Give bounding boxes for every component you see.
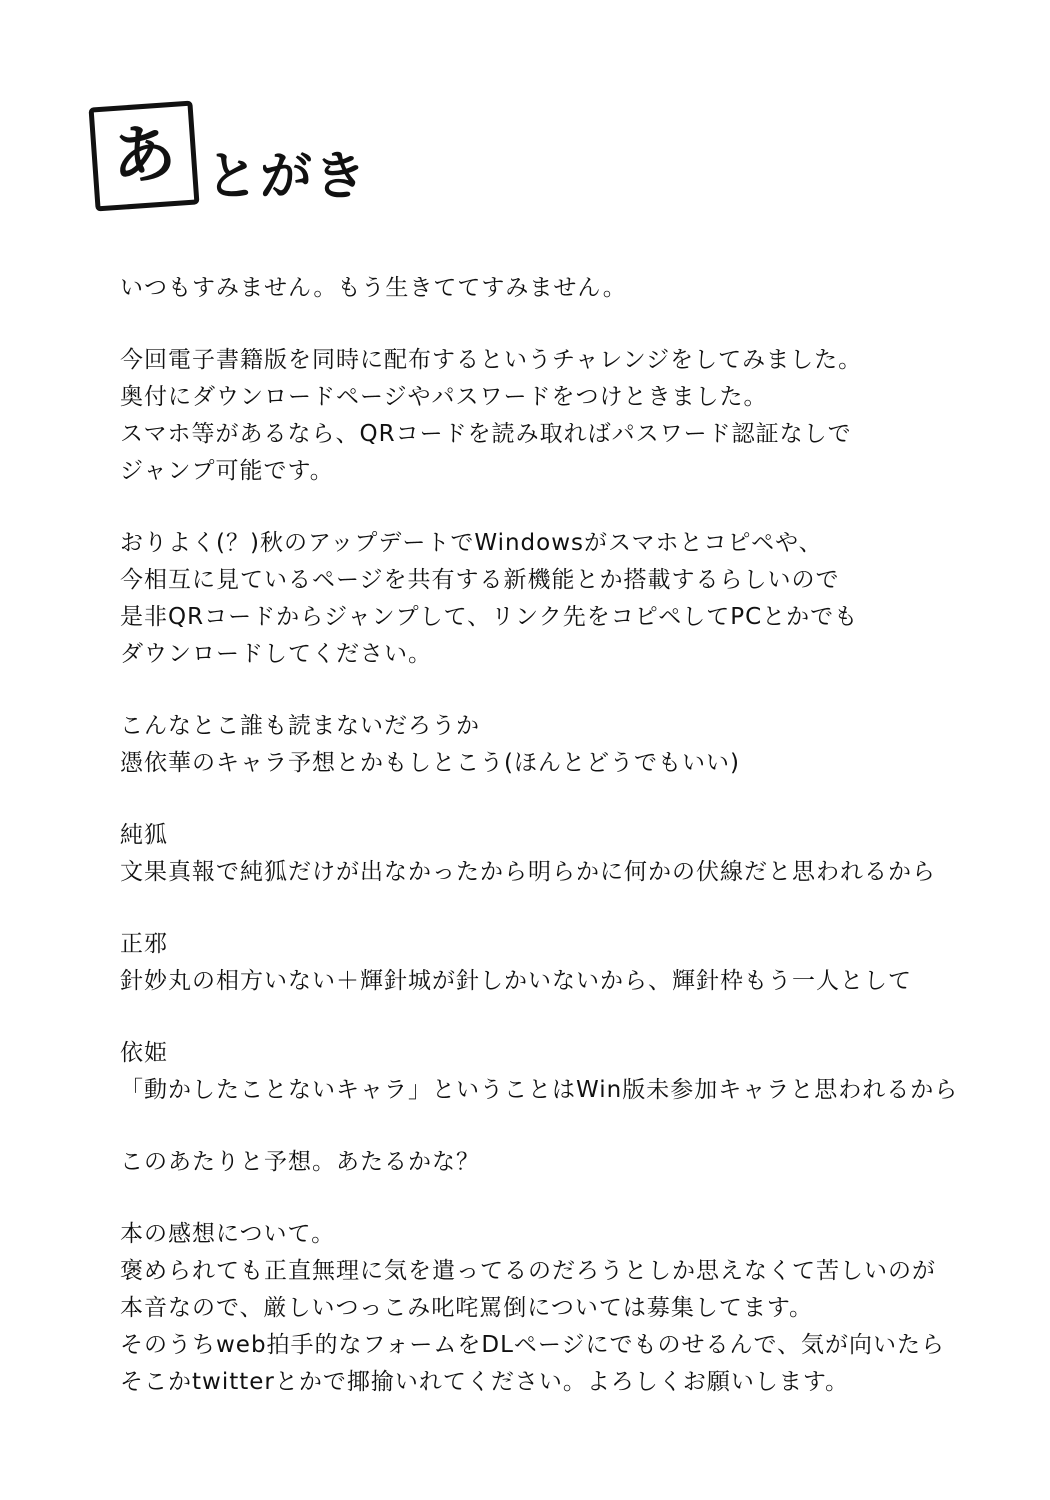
text-line: 「動かしたことないキャラ」ということはWin版未参加キャラと思われるから (120, 1077, 959, 1103)
text-line: 本の感想について。 (120, 1221, 336, 1247)
paragraph-seija (120, 926, 1020, 1000)
paragraph-prediction (120, 1144, 1020, 1181)
afterword-body (120, 270, 1020, 1436)
afterword-heading (92, 96, 368, 216)
paragraph-junko (120, 817, 1020, 891)
text-line: おりよく(？)秋のアップデートでWindowsがスマホとコピペや、 (120, 530, 823, 556)
text-line: 文果真報で純狐だけが出なかったから明らかに何かの伏線だと思われるから (120, 859, 936, 885)
paragraph-2 (120, 342, 1020, 490)
paragraph-1 (120, 270, 1020, 307)
text-line: スマホ等があるなら、QRコードを読み取ればパスワード認証なしで (120, 421, 852, 447)
character-name: 依姫 (120, 1040, 168, 1066)
text-line: いつもすみません。もう生きててすみません。 (120, 275, 627, 301)
character-name: 正邪 (120, 931, 168, 957)
text-line: 針妙丸の相方いない＋輝針城が針しかいないから、輝針枠もう一人として (120, 968, 912, 994)
paragraph-4 (120, 708, 1020, 782)
text-line: 奥付にダウンロードページやパスワードをつけときました。 (120, 384, 768, 410)
heading-rest: とがき (206, 146, 369, 207)
text-line: 褒められても正直無理に気を遣ってるのだろうとしか思えなくて苦しいのが (120, 1258, 936, 1284)
heading-boxed-char: あ (88, 100, 199, 211)
text-line: ジャンプ可能です。 (120, 458, 334, 484)
paragraph-yorihime (120, 1035, 1020, 1109)
character-name: 純狐 (120, 822, 168, 848)
text-line: 憑依華のキャラ予想とかもしとこう(ほんとどうでもいい) (120, 750, 740, 776)
text-line: そこかtwitterとかで揶揄いれてください。よろしくお願いします。 (120, 1369, 850, 1395)
text-line: 本音なので、厳しいつっこみ叱咤罵倒については募集してます。 (120, 1295, 814, 1321)
text-line: 今相互に見ているページを共有する新機能とか搭載するらしいので (120, 567, 840, 593)
text-line: 是非QRコードからジャンプして、リンク先をコピペしてPCとかでも (120, 604, 859, 630)
text-line: そのうちweb拍手的なフォームをDLページにでものせるんで、気が向いたら (120, 1332, 946, 1358)
paragraph-feedback (120, 1216, 1020, 1401)
text-line: 今回電子書籍版を同時に配布するというチャレンジをしてみました。 (120, 347, 863, 373)
text-line: ダウンロードしてください。 (120, 641, 432, 667)
paragraph-3 (120, 525, 1020, 673)
text-line: このあたりと予想。あたるかな？ (120, 1149, 480, 1175)
text-line: こんなとこ誰も読まないだろうか (120, 713, 480, 739)
